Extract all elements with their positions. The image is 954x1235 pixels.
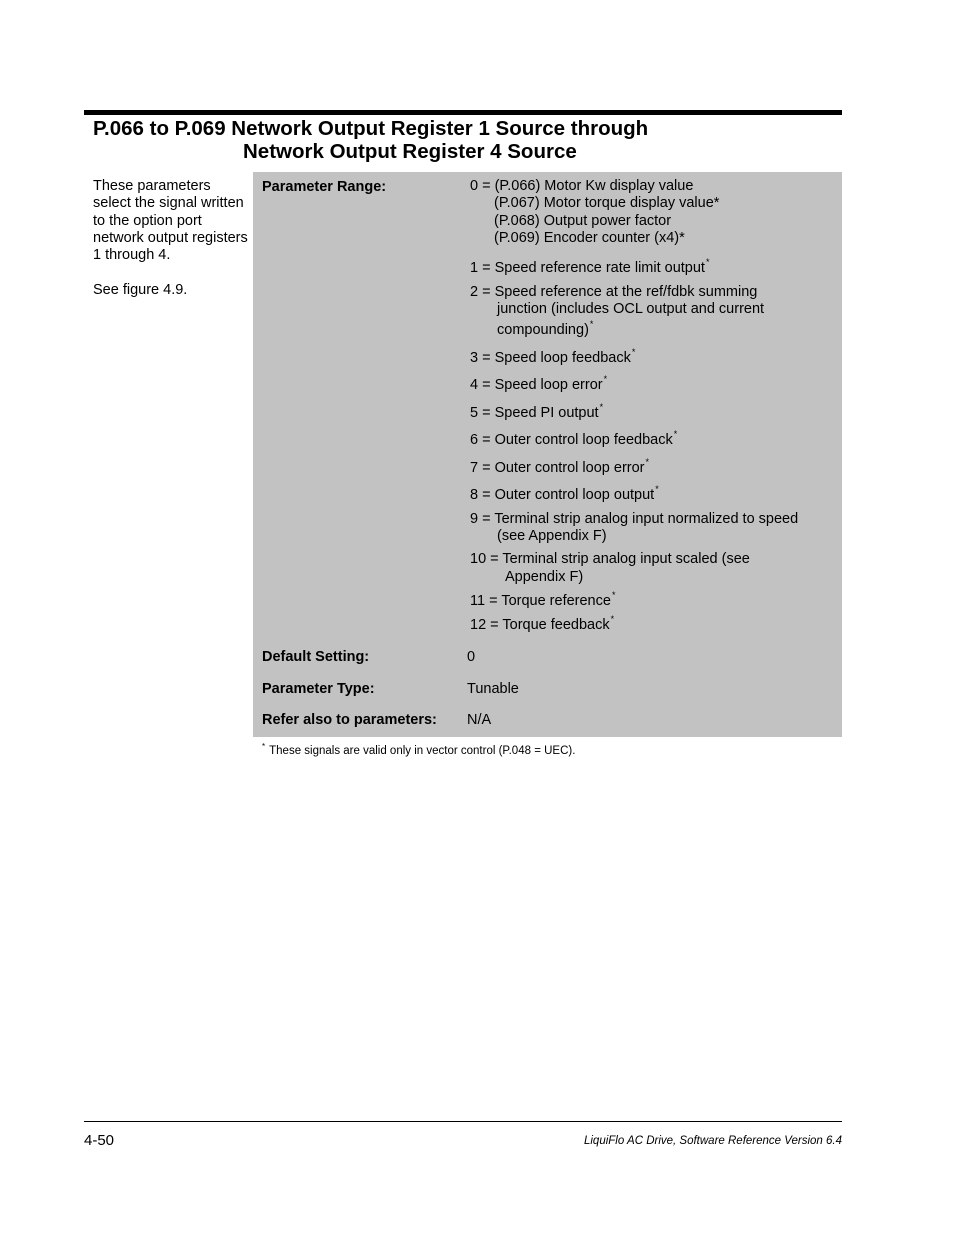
range-item-2: 2 = Speed reference at the ref/fdbk summing (470, 284, 758, 300)
range-item-10: 10 = Terminal strip analog input scaled (see (470, 551, 750, 567)
range-item-7-text: 7 = Outer control loop error (470, 460, 645, 476)
default-setting-label: Default Setting: (262, 649, 370, 665)
footnote-text: These signals are valid only in vector control (P.048 = UEC). (269, 745, 576, 757)
parameter-type-value: Tunable (467, 681, 519, 697)
asterisk-mark: * (673, 429, 678, 439)
top-rule (84, 110, 842, 115)
parameter-type-label: Parameter Type: (262, 681, 375, 697)
range-item-4 (470, 374, 608, 394)
parameter-range-label: Parameter Range: (262, 179, 387, 195)
range-item-6-text: 6 = Outer control loop feedback (470, 432, 673, 448)
asterisk-mark: * (603, 374, 608, 384)
range-item-0: 0 = (P.066) Motor Kw display value (470, 178, 694, 194)
document-title: LiquiFlo AC Drive, Software Reference Version 6.4 (583, 1135, 842, 1147)
refer-also-label: Refer also to parameters: (262, 712, 437, 728)
range-item-5 (470, 402, 604, 422)
asterisk-mark: * (705, 257, 710, 267)
footer-rule (84, 1121, 842, 1122)
range-item-2-line2: junction (includes OCL output and current (497, 301, 765, 317)
range-item-3 (470, 347, 636, 367)
range-item-5-text: 5 = Speed PI output (470, 405, 599, 421)
asterisk-mark: * (631, 347, 636, 357)
sidebar-see-figure: See figure 4.9. (93, 282, 188, 299)
range-item-0-p069: (P.069) Encoder counter (x4)* (494, 230, 685, 246)
asterisk-mark: * (611, 590, 616, 600)
range-item-9: 9 = Terminal strip analog input normalized to speed (470, 511, 799, 527)
range-item-0-p068: (P.068) Output power factor (494, 213, 672, 229)
range-item-7 (470, 457, 650, 477)
range-item-12-text: 12 = Torque feedback (470, 617, 610, 633)
range-item-10-line2: Appendix F) (505, 569, 584, 585)
parameter-table (253, 172, 842, 737)
asterisk-mark: * (645, 457, 650, 467)
asterisk-mark: * (599, 402, 604, 412)
range-item-9-line2: (see Appendix F) (497, 528, 607, 544)
default-setting-value: 0 (467, 649, 476, 665)
range-item-6 (470, 429, 678, 449)
range-item-8 (470, 484, 659, 504)
asterisk-mark: * (589, 319, 594, 329)
heading-line-2: Network Output Register 4 Source (243, 140, 577, 163)
range-item-11-text: 11 = Torque reference (470, 593, 611, 609)
footnote (262, 744, 575, 758)
heading-line-1: P.066 to P.069 Network Output Register 1 Source through (93, 117, 649, 140)
range-item-3-text: 3 = Speed loop feedback (470, 350, 631, 366)
range-item-2-line3-text: compounding) (497, 322, 589, 338)
asterisk-mark: * (655, 484, 659, 494)
section-heading (93, 117, 648, 163)
range-item-12 (470, 614, 615, 634)
range-item-0-p067: (P.067) Motor torque display value* (494, 195, 720, 211)
range-item-1 (470, 257, 710, 277)
range-item-2-line3 (497, 319, 594, 339)
range-item-1-text: 1 = Speed reference rate limit output (470, 260, 705, 276)
asterisk-mark: * (610, 614, 615, 624)
range-item-8-text: 8 = Outer control loop output (470, 487, 655, 503)
page-number: 4-50 (84, 1132, 115, 1149)
footnote-mark: * (262, 742, 266, 751)
sidebar-description: These parameters select the signal written to the option port network output registers 1 through 4. (93, 178, 248, 264)
refer-also-value: N/A (467, 712, 492, 728)
range-item-4-text: 4 = Speed loop error (470, 377, 603, 393)
range-item-11 (470, 590, 616, 610)
sidebar-notes (93, 178, 248, 300)
